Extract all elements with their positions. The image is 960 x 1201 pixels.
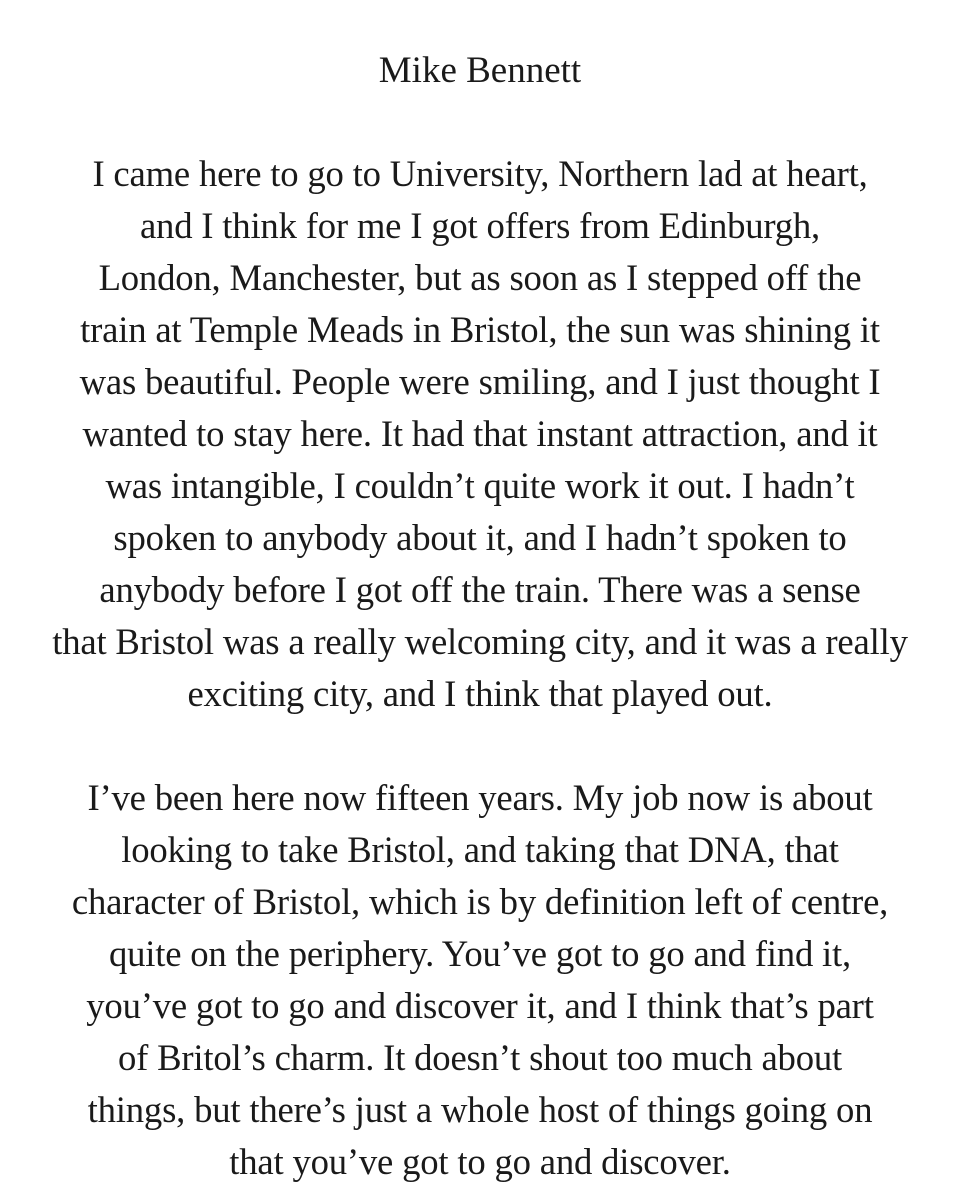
paragraph-line: you’ve got to go and discover it, and I think that’s part xyxy=(86,985,874,1026)
paragraph-line: that Bristol was a really welcoming city, and it was a really xyxy=(52,621,908,662)
paragraph-line: was beautiful. People were smiling, and I just thought I xyxy=(79,361,881,402)
paragraph-line: looking to take Bristol, and taking that DNA, that xyxy=(121,829,839,870)
paragraph-line: train at Temple Meads in Bristol, the sun was shining it xyxy=(80,309,880,350)
paragraph-line: I’ve been here now fifteen years. My job now is about xyxy=(87,777,873,818)
paragraph-line: exciting city, and I think that played out. xyxy=(187,673,773,714)
paragraph-line: I came here to go to University, Northern lad at heart, xyxy=(92,153,868,194)
paragraph-line: character of Bristol, which is by definition left of centre, xyxy=(71,881,889,922)
paragraph-2 xyxy=(0,772,960,1188)
paragraph-line: quite on the periphery. You’ve got to go and find it, xyxy=(108,933,852,974)
paragraph-line: was intangible, I couldn’t quite work it out. I hadn’t xyxy=(105,465,855,506)
paragraph-1 xyxy=(0,148,960,720)
paragraph-line: London, Manchester, but as soon as I stepped off the xyxy=(98,257,862,298)
paragraph-line: spoken to anybody about it, and I hadn’t spoken to xyxy=(113,517,847,558)
author-name: Mike Bennett xyxy=(378,50,582,91)
paragraph-line: wanted to stay here. It had that instant attraction, and it xyxy=(82,413,878,454)
paragraph-line: things, but there’s just a whole host of things going on xyxy=(87,1089,873,1130)
paragraph-line: of Britol’s charm. It doesn’t shout too much about xyxy=(117,1037,842,1078)
paragraph-line: and I think for me I got offers from Edinburgh, xyxy=(139,205,821,246)
paragraph-line: that you’ve got to go and discover. xyxy=(229,1141,731,1182)
paragraph-line: anybody before I got off the train. There was a sense xyxy=(99,569,861,610)
